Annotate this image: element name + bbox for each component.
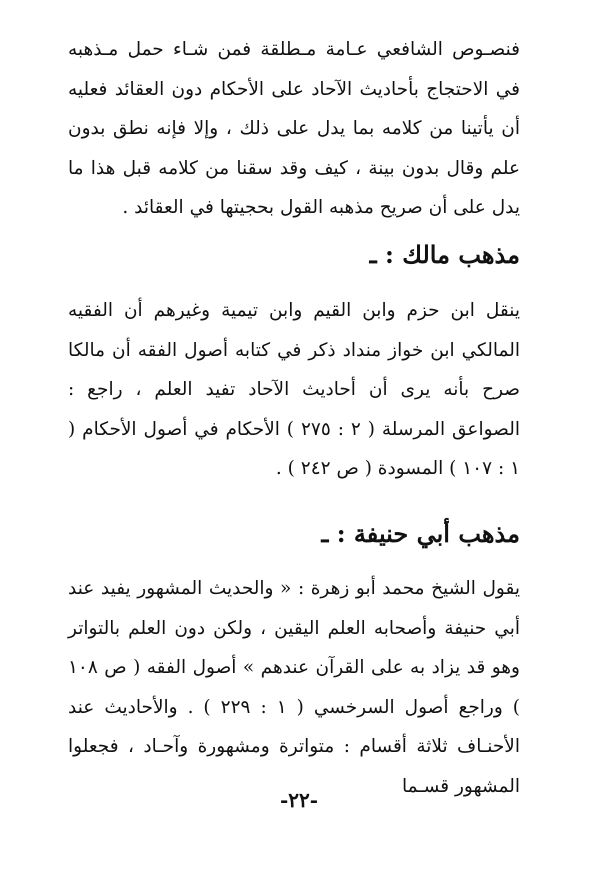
page-number: -٢٢-	[279, 788, 319, 812]
paragraph-shafii-conclusion: فنصـوص الشافعي عـامة مـطلقة فمن شـاء حمل مـذهبه في الاحتجاج بأحاديث الآحاد على الأحكام دون العقائد فعليه أن يأتينا من كلامه بما يدل على ذلك ، وإلا فإنه نطق بدون علم وقال بدون بينة ، كيف وقد سقنا من كلامه قبل هذا ما يدل على أن صريح مذهبه القول بحجيتها في العقائد .	[68, 39, 520, 218]
section-heading-abu-hanifa: مذهب أبي حنيفة : ـ	[321, 519, 520, 548]
paragraph-abu-hanifa: يقول الشيخ محمد أبو زهرة : « والحديث المشهور يفيد عند أبي حنيفة وأصحابه العلم اليقين ، ولكن دون العلم بالتواتر وهو قد يزاد به على القرآن عندهم » أصول الفقه ( ص ١٠٨ ) وراجع أصول السرخسي ( ١ : ٢٢٩ ) . والأحاديث عند الأحنـاف ثلاثة أقسام : متواترة ومشهورة وآحـاد ، فجعلوا المشهور قسـما	[68, 578, 521, 797]
paragraph-malik: ينقل ابن حزم وابن القيم وابن تيمية وغيرهم أن الفقيه المالكي ابن خواز منداد ذكر في كتابه أصول الفقه أن مالكا صرح بأنه يرى أن أحاديث الآحاد تفيد العلم ، راجع : الصواعق المرسلة ( ٢ : ٢٧٥ ) الأحكام في أصول الأحكام ( ١ : ١٠٧ ) المسودة ( ص ٢٤٢ ) .	[68, 300, 520, 479]
section-heading-malik: مذهب مالك : ـ	[369, 240, 520, 269]
